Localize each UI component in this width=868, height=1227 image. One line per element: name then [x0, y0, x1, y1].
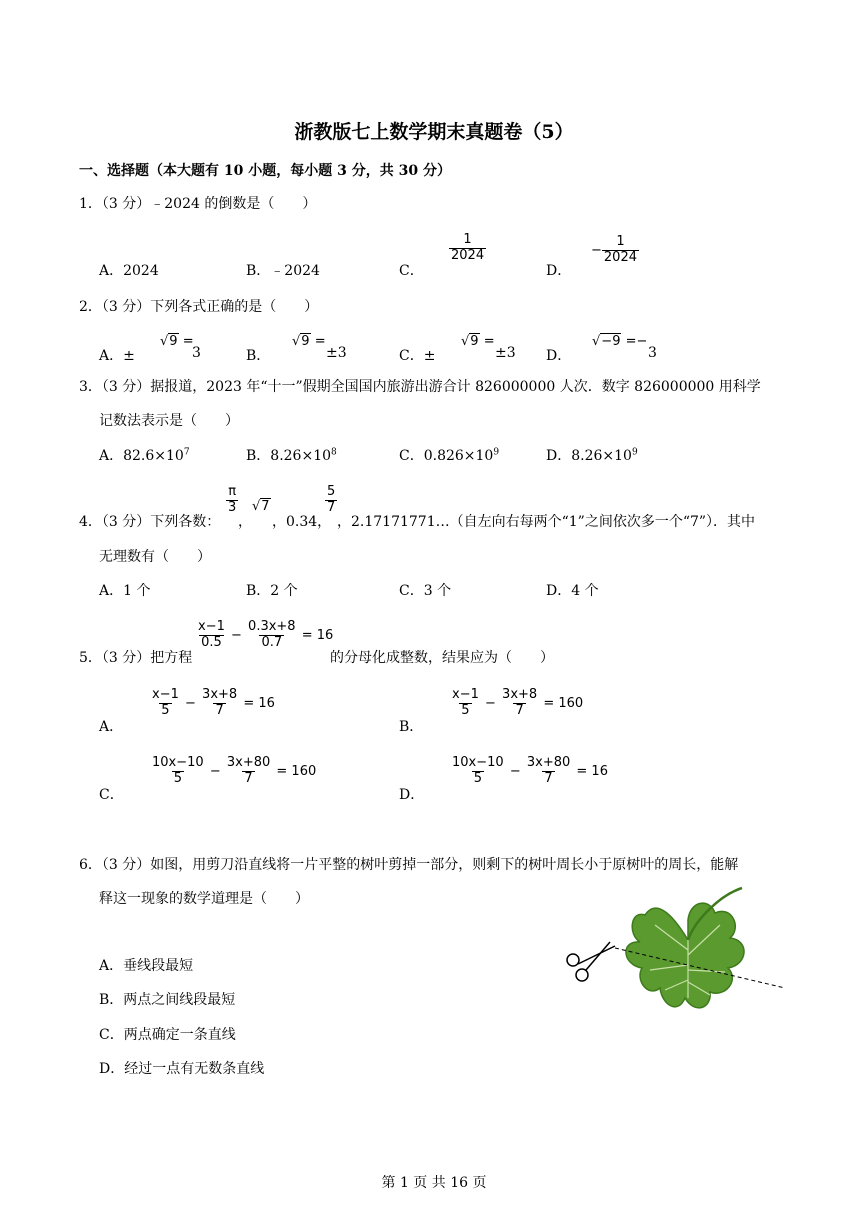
q5-option-b-equation: $\frac{x-1}{5}$ − $\frac{3x+8}{7}$ = 160 — [452, 687, 584, 718]
q1-option-d-fraction: − $\frac{1}{2024}$ — [591, 234, 637, 265]
q5-option-b-label: B． — [399, 719, 424, 735]
q1-option-c: C． — [399, 263, 424, 279]
q3-option-a: A．$82.6\times 10^7$ — [99, 447, 190, 464]
q5-option-c-equation: $\frac{10x-10}{5}$ − $\frac{3x+80}{7}$ = 160 — [152, 755, 317, 786]
q1-option-a: A．2024 — [99, 263, 159, 279]
section-heading: 一、选择题（本大题有 10 小题，每小题 3 分，共 30 分） — [79, 163, 451, 179]
question-4-stem-line2: 无理数有（ ） — [99, 549, 211, 565]
q4-five-sevenths: $\frac{5}{7}$ — [327, 484, 336, 515]
q1-option-c-fraction: $\frac{1}{2024}$ — [451, 232, 485, 263]
q6-option-a: A．垂线段最短 — [99, 958, 194, 974]
page-footer: 第 1 页 共 16 页 — [381, 1175, 487, 1191]
leaf-icon — [626, 888, 744, 1008]
q4-option-b: B．2 个 — [246, 583, 298, 599]
q5-option-d-equation: $\frac{10x-10}{5}$ − $\frac{3x+80}{7}$ = 16 — [452, 755, 608, 786]
q3-option-b: B．$8.26\times 10^8$ — [246, 447, 337, 464]
page-title: 浙教版七上数学期末真题卷（5） — [294, 121, 574, 143]
q4-sqrt7: √7 — [252, 499, 270, 514]
question-3-stem-line1: 3．（3 分）据报道，2023 年“十一”假期全国国内旅游出游合计 826000000 人次．数字 826000000 用科学 — [79, 379, 761, 395]
q2-option-c-value: ±3 — [495, 345, 516, 361]
q4-separator-2: ，0.34， — [272, 514, 332, 530]
q4-separator-1: ， — [238, 514, 252, 530]
leaf-scissors-figure — [560, 880, 790, 1030]
question-3-stem-line2: 记数法表示是（ ） — [99, 413, 239, 429]
question-6-stem-line2: 释这一现象的数学道理是（ ） — [99, 891, 309, 907]
scissors-icon — [567, 942, 615, 981]
q4-option-a: A．1 个 — [99, 583, 151, 599]
q2-option-a-sqrt: √9 = — [160, 334, 194, 349]
question-4-stem-pre: 4．（3 分）下列各数： — [79, 514, 221, 530]
question-6-stem-line1: 6．（3 分）如图，用剪刀沿直线将一片平整的树叶剪掉一部分，则剩下的树叶周长小于原树叶的周长，能解 — [79, 857, 739, 873]
q5-option-c-label: C． — [99, 787, 124, 803]
q5-option-a-label: A． — [99, 719, 124, 735]
q6-option-b: B．两点之间线段最短 — [99, 992, 236, 1008]
q4-option-c: C．3 个 — [399, 583, 452, 599]
q6-option-c: C．两点确定一条直线 — [99, 1027, 236, 1043]
q5-option-d-label: D． — [399, 787, 425, 803]
q2-option-b: B． — [246, 348, 271, 364]
q2-option-a-value: 3 — [192, 345, 201, 361]
q3-option-d: D．$8.26\times 10^9$ — [546, 447, 638, 464]
q2-option-a: A．± — [99, 348, 135, 364]
q1-option-b: B．﹣2024 — [246, 263, 320, 279]
question-5-stem-post: 的分母化成整数，结果应为（ ） — [330, 650, 554, 666]
q2-option-c-sqrt: √9 = — [461, 334, 495, 349]
q2-option-d-value: 3 — [648, 345, 657, 361]
question-2-stem: 2．（3 分）下列各式正确的是（ ） — [79, 299, 319, 315]
question-1-stem: 1．（3 分）﹣2024 的倒数是（ ） — [79, 196, 317, 212]
q2-option-d: D． — [546, 348, 572, 364]
q2-option-b-value: ±3 — [326, 345, 347, 361]
q1-option-d: D． — [546, 263, 572, 279]
question-4-stem-post: ，2.17171771…（自左向右每两个“1”之间依次多一个“7”）．其中 — [337, 514, 756, 530]
q4-pi-fraction: $\frac{\pi}{3}$ — [228, 484, 237, 515]
q2-option-d-sqrt: √−9 =− — [592, 334, 648, 349]
q2-option-c: C．± — [399, 348, 436, 364]
q4-option-d: D．4 个 — [546, 583, 599, 599]
q3-option-c: C．$0.826\times 10^9$ — [399, 447, 500, 464]
question-5-stem-pre: 5．（3 分）把方程 — [79, 650, 193, 666]
q6-option-d: D．经过一点有无数条直线 — [99, 1061, 265, 1077]
q5-equation: $\frac{x-1}{0.5}$ − $\frac{0.3x+8}{0.7}$ = 16 — [198, 619, 334, 650]
q5-option-a-equation: $\frac{x-1}{5}$ − $\frac{3x+8}{7}$ = 16 — [152, 687, 275, 718]
q2-option-b-sqrt: √9 = — [292, 334, 326, 349]
